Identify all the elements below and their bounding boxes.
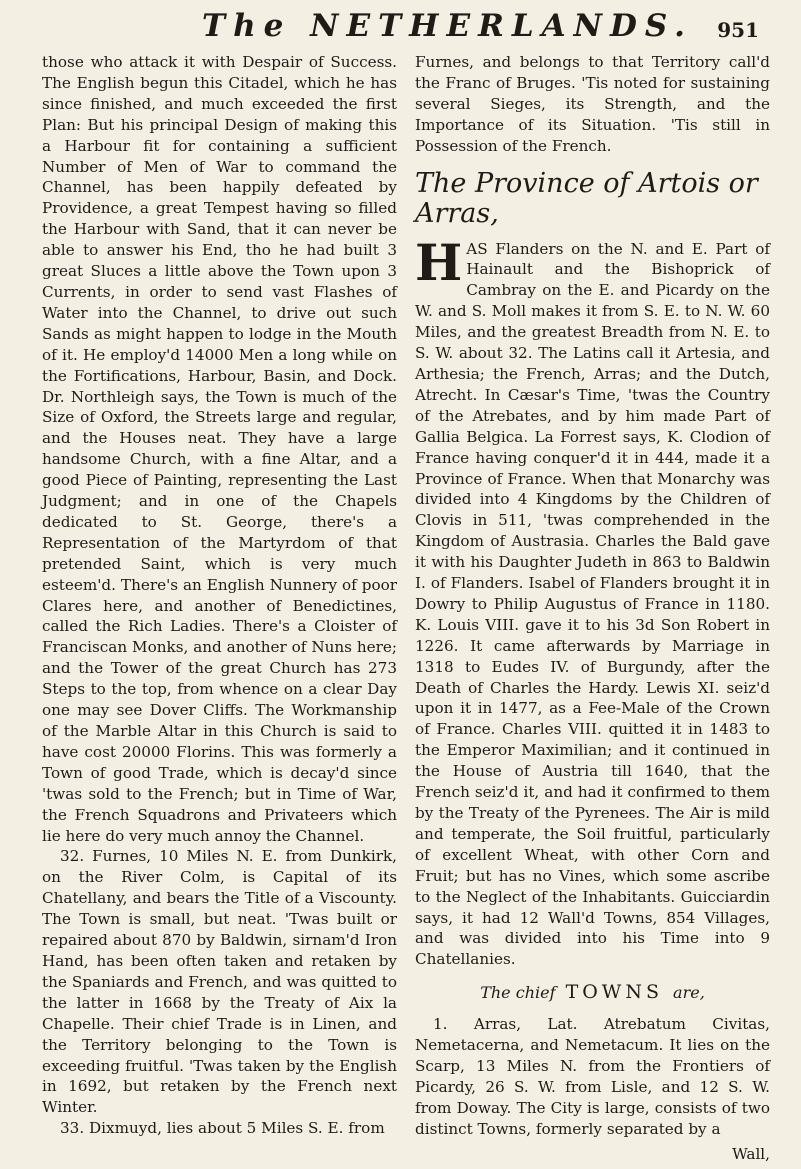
right-column [415,52,770,1165]
catchword: Wall, [732,1144,770,1163]
subhead-suffix: are, [673,983,705,1003]
left-paragraph-furnes: 32. Furnes, 10 Miles N. E. from Dunkirk, on the River Colm, is Capital of its Chatellany, and bears the Title of a Viscounty. The Town is small, but neat. 'Twas built or repaired about 870 by Baldwin, sirnam'd Iron Hand, has been often taken and retaken by the Spaniards and French, and was quitted to the latter in 1668 by the Treaty of Aix la Chapelle. Their chief Trade is in Linen, and the Territory belonging to the Town is exceeding fruitful. 'Twas taken by the English in 1692, but retaken by the French next Winter. [42,847,397,1117]
page-number: 951 [717,18,759,42]
page-header [42,8,773,52]
left-column [42,52,397,1165]
drop-cap: H [415,232,463,292]
towns-subhead [415,982,770,1004]
right-intro-paragraph: Furnes, and belongs to that Territory call'd the Franc of Bruges. 'Tis noted for sustaining several Sieges, its Strength, and the Importance of its Situation. 'Tis still in Possession of the French. [415,53,770,155]
section-title: The Province of Artois or Arras, [415,167,758,229]
running-head: The NETHERLANDS. [202,8,693,44]
subhead-main: TOWNS [565,981,663,1004]
artois-text: AS Flanders on the N. and E. Part of Hainault and the Bishoprick of Cambray on the E. and Picardy on the W. and S. Moll makes it from S. E. to N. W. 60 Miles, and the greatest Breadth from N. E. to S. W. about 32. The Latins call it Artesia, and Arthesia; the French, Arras; and the Dutch, Atrecht. In Cæsar's Time, 'twas the Country of the Atrebates, and by him made Part of Gallia Belgica. La Forrest says, K. Clodion of France having conquer'd it in 444, made it a Province of France. When that Monarchy was divided into 4 Kingdoms by the Children of Clovis in 511, 'twas comprehended in the Kingdom of Austrasia. Charles the Bald gave it with his Daughter Judeth in 863 to Baldwin I. of Flanders. Isabel of Flanders brought it in Dowry to Philip Augustus of France in 1180. K. Louis VIII. gave it to his 3d Son Robert in 1226. It came afterwards by Marriage in 1318 to Eudes IV. of Burgundy, after the Death of Charles the Hardy. Lewis XI. seiz'd upon it in 1477, as a Fee-Male of the Crown of France. Charles VIII. quitted it in 1483 to the Emperor Maximilian; and it continued in the House of Austria till 1640, that the French seiz'd it, and had it confirmed to them by the Treaty of the Pyrenees. The Air is mild and temperate, the Soil fruitful, particularly of excellent Wheat, with other Corn and Fruit; but has no Vines, which some ascribe to the Neglect of the Inhabitants. Guicciardin says, it had 12 Wall'd Towns, 854 Villages, and was divided into his Time into 9 Chatellanies. [415,239,770,969]
two-column-body [42,52,773,1165]
artois-paragraph [415,232,770,971]
arras-paragraph: 1. Arras, Lat. Atrebatum Civitas, Nemetacerna, and Nemetacum. It lies on the Scarp, 13 Miles N. from the Frontiers of Picardy, 26 S. W. from Lisle, and 12 S. W. from Doway. The City is large, consists of two distinct Towns, formerly separated by a [415,1015,770,1138]
left-paragraph-1: those who attack it with Despair of Success. The English begun this Citadel, which he has since finished, and much exceeded the first Plan: But his principal Design of making this a Harbour fit for containing a sufficient Number of Men of War to command the Channel, has been happily defeated by Providence, a great Tempest having so filled the Harbour with Sand, that it can never be able to answer his End, tho he had built 3 great Sluces a little above the Town upon 3 Currents, in order to send vast Flashes of Water into the Channel, to drive out such Sands as might happen to lodge in the Mouth of it. He employ'd 14000 Men a long while on the Fortifications, Harbour, Basin, and Dock. Dr. Northleigh says, the Town is much of the Size of Oxford, the Streets large and regular, and the Houses neat. They have a large handsome Church, with a fine Altar, and a good Piece of Painting, representing the Last Judgment; and in one of the Chapels dedicated to St. George, there's a Representation of the Martyrdom of that pretended Saint, which is very much esteem'd. There's an English Nunnery of poor Clares here, and another of Benedictines, called the Rich Ladies. There's a Cloister of Franciscan Monks, and another of Nuns here; and the Tower of the great Church has 273 Steps to the top, from whence on a clear Day one may see Dover Cliffs. The Workmanship of the Marble Altar in this Church is said to have cost 20000 Florins. This was formerly a Town of good Trade, which is decay'd since 'twas sold to the French; but in Time of War, the French Squadrons and Privateers which lie here do very much annoy the Channel. [42,53,397,845]
left-paragraph-dixmuyd: 33. Dixmuyd, lies about 5 Miles S. E. from [60,1119,385,1138]
subhead-prefix: The chief [480,983,556,1003]
